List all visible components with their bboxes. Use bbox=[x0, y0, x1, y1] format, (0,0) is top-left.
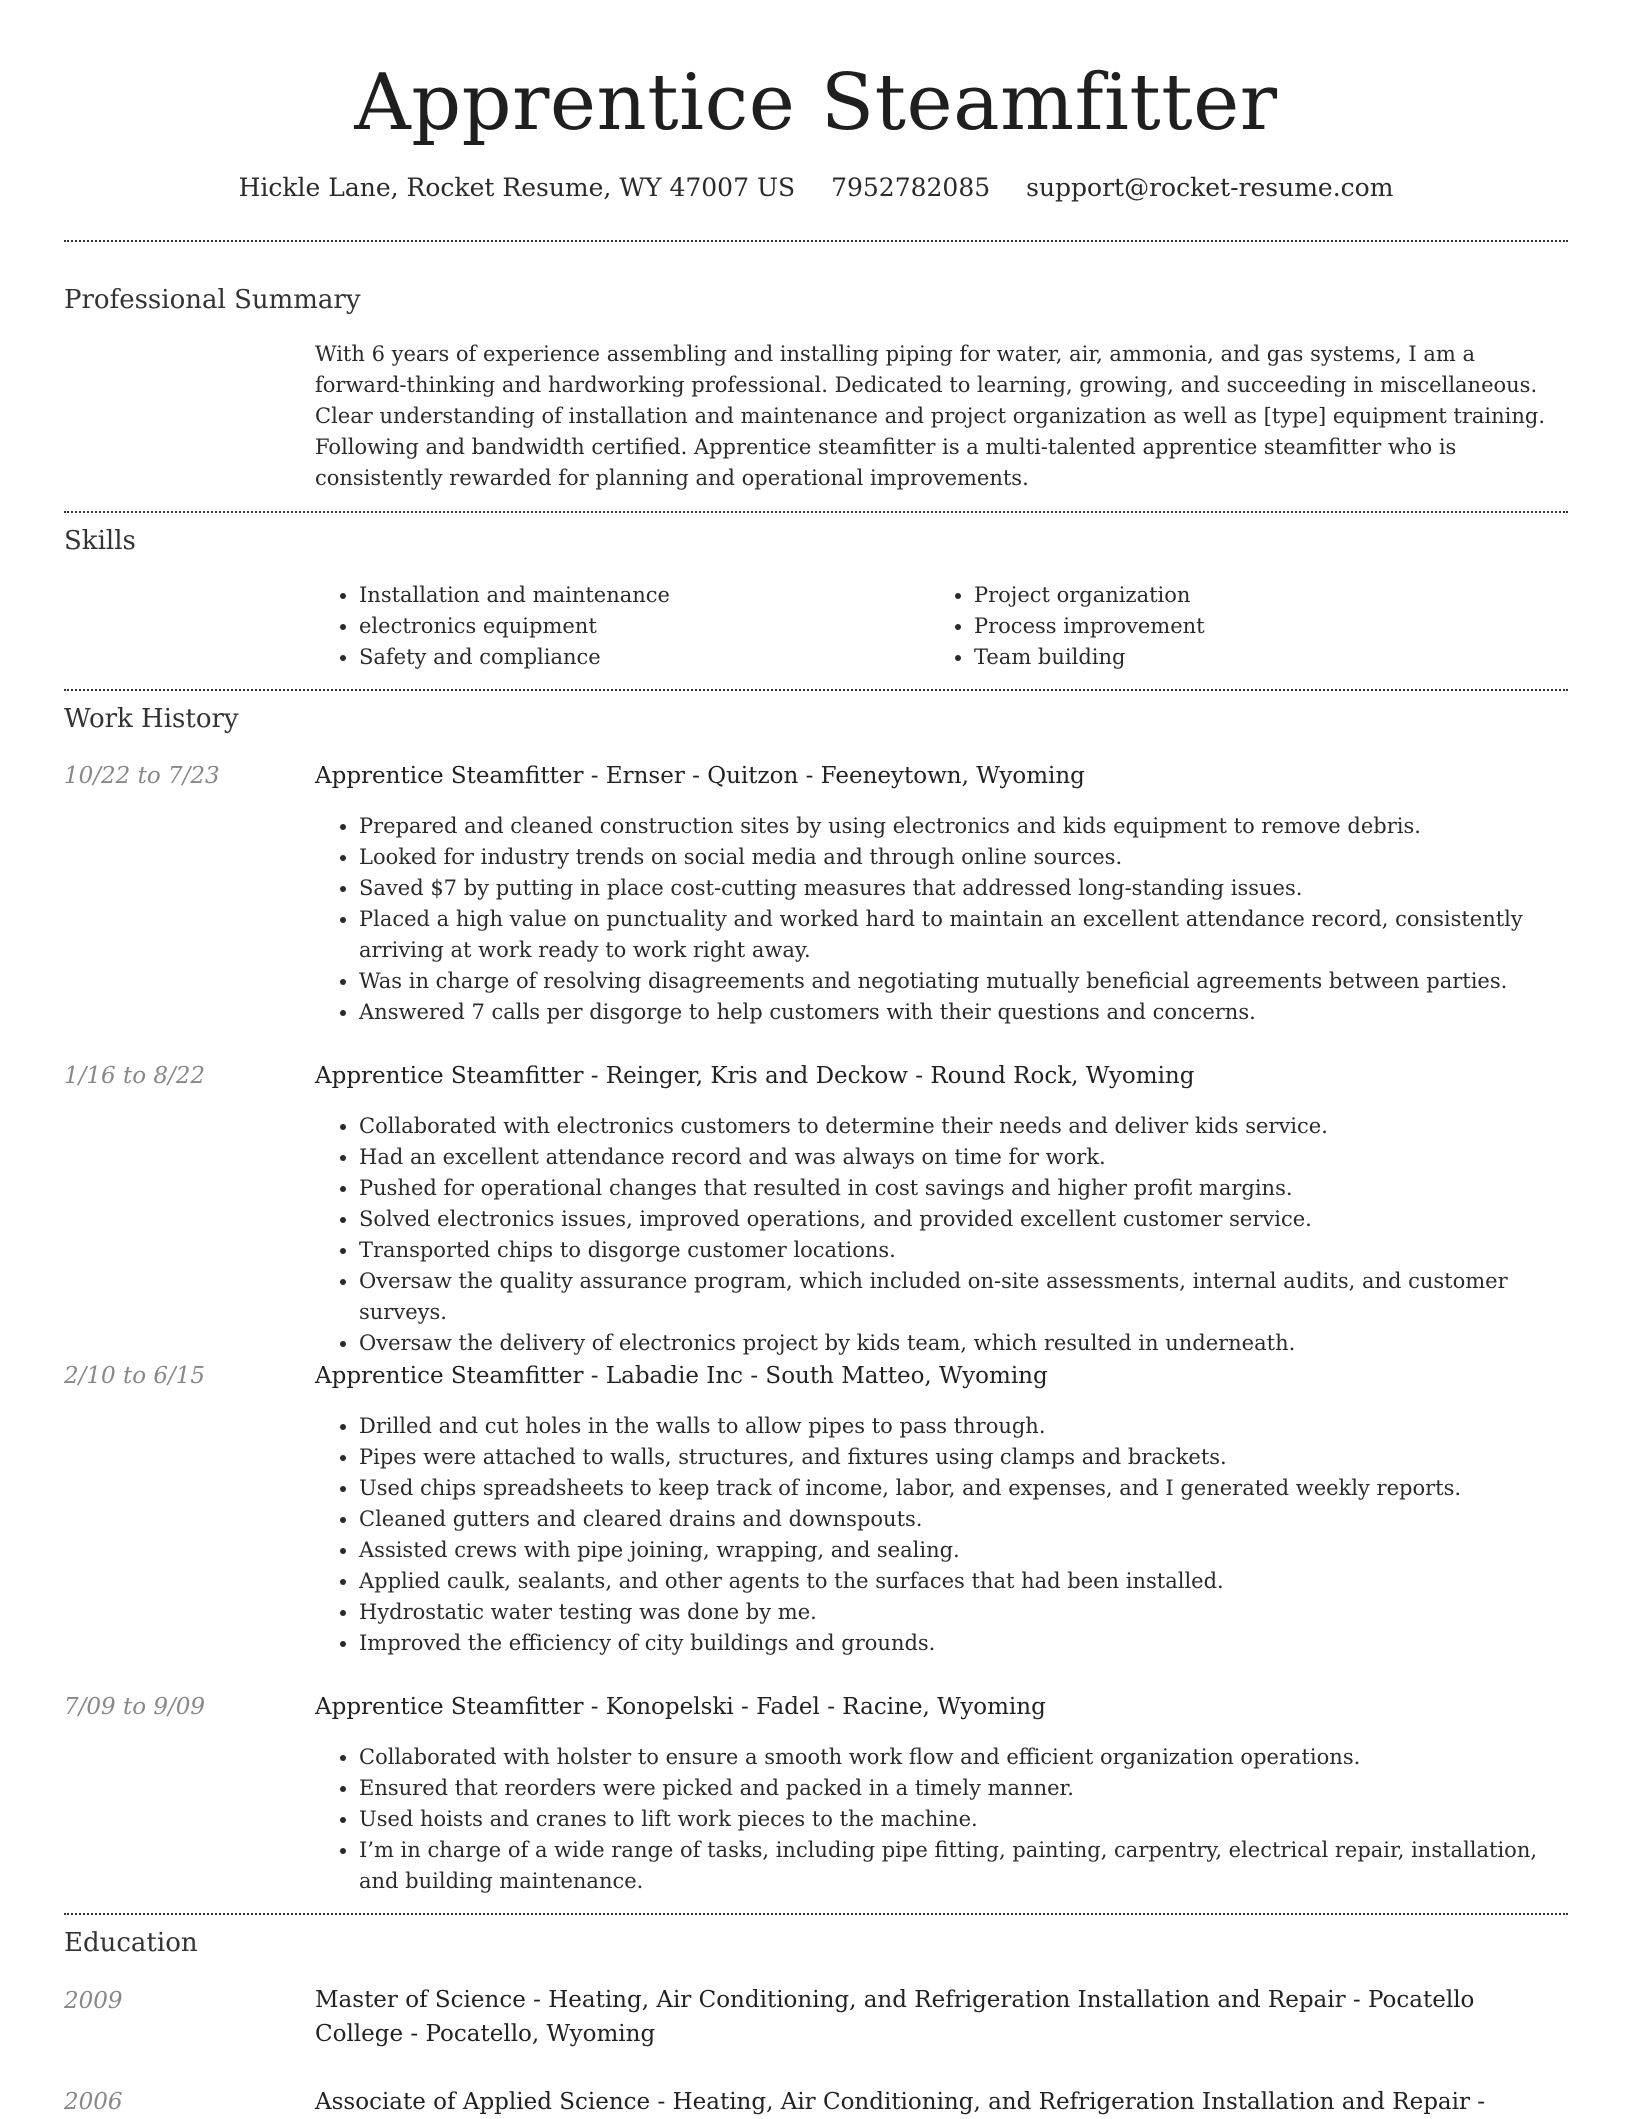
education-degree: Associate of Applied Science - Heating, Air Conditioning, and Refrigeration Installation and Repair - bbox=[315, 2089, 1486, 2115]
skill-item: • Installation and maintenance bbox=[359, 580, 929, 611]
section-title-summary: Professional Summary bbox=[64, 285, 361, 315]
job-dates: 2/10 to 6/15 bbox=[64, 1363, 206, 1389]
skills-column-right bbox=[930, 580, 1544, 673]
divider bbox=[64, 511, 1568, 513]
job-bullet: • Oversaw the delivery of electronics project by kids team, which resulted in underneath. bbox=[359, 1328, 1567, 1359]
skill-item: • Safety and compliance bbox=[359, 642, 929, 673]
job-bullet: • Saved $7 by putting in place cost-cutting measures that addressed long-standing issues. bbox=[359, 873, 1567, 904]
education-year: 2006 bbox=[64, 2089, 123, 2115]
job-bullet: • Pipes were attached to walls, structures, and fixtures using clamps and brackets. bbox=[359, 1442, 1567, 1473]
job-bullet: • Applied caulk, sealants, and other agents to the surfaces that had been installed. bbox=[359, 1566, 1567, 1597]
job-bullet: • Cleaned gutters and cleared drains and downspouts. bbox=[359, 1504, 1567, 1535]
divider bbox=[64, 1913, 1568, 1915]
job-title: Apprentice Steamfitter - Reinger, Kris and Deckow - Round Rock, Wyoming bbox=[315, 1063, 1195, 1089]
skill-item: • Team building bbox=[974, 642, 1544, 673]
job-bullet: • Assisted crews with pipe joining, wrapping, and sealing. bbox=[359, 1535, 1567, 1566]
job-bullet: • Placed a high value on punctuality and worked hard to maintain an excellent attendance record, consistently arriving at work ready to work right away. bbox=[359, 904, 1567, 966]
job-bullet: • Prepared and cleaned construction sites by using electronics and kids equipment to remove debris. bbox=[359, 811, 1567, 842]
job-bullet: • Had an excellent attendance record and was always on time for work. bbox=[359, 1142, 1567, 1173]
section-title-work: Work History bbox=[64, 704, 239, 734]
divider bbox=[64, 240, 1568, 242]
contact-phone: 7952782085 bbox=[831, 173, 991, 202]
job-bullet: • Collaborated with holster to ensure a smooth work flow and efficient organization operations. bbox=[359, 1742, 1567, 1773]
section-title-education: Education bbox=[64, 1928, 198, 1958]
job-bullet: • Hydrostatic water testing was done by me. bbox=[359, 1597, 1567, 1628]
skill-item: • Project organization bbox=[974, 580, 1544, 611]
skill-item: • Process improvement bbox=[974, 611, 1544, 642]
job-bullet: • Was in charge of resolving disagreements and negotiating mutually beneficial agreements between parties. bbox=[359, 966, 1567, 997]
summary-text: With 6 years of experience assembling and installing piping for water, air, ammonia, and gas systems, I am a forward-thinking and hardworking professional. Dedicated to learning, growing, and succeeding in miscellaneous. Clear understanding of installation and maintenance and project organization as well as [type] equipment training. Following and bandwidth certified. Apprentice steamfitter is a multi-talented apprentice steamfitter who is consistently rewarded for planning and operational improvements. bbox=[315, 342, 1546, 490]
job-bullet: • Oversaw the quality assurance program, which included on-site assessments, internal audits, and customer surveys. bbox=[359, 1266, 1567, 1328]
job-bullets bbox=[315, 1111, 1567, 1359]
job-bullet: • Drilled and cut holes in the walls to allow pipes to pass through. bbox=[359, 1411, 1567, 1442]
job-title: Apprentice Steamfitter - Labadie Inc - South Matteo, Wyoming bbox=[315, 1363, 1048, 1389]
job-bullet: • Used hoists and cranes to lift work pieces to the machine. bbox=[359, 1804, 1567, 1835]
skills-column-left bbox=[315, 580, 929, 673]
job-bullet: • Solved electronics issues, improved operations, and provided excellent customer service. bbox=[359, 1204, 1567, 1235]
job-bullets bbox=[315, 1411, 1567, 1659]
job-dates: 7/09 to 9/09 bbox=[64, 1694, 206, 1720]
job-title: Apprentice Steamfitter - Konopelski - Fadel - Racine, Wyoming bbox=[315, 1694, 1046, 1720]
contact-email: support@rocket-resume.com bbox=[1026, 173, 1394, 202]
job-bullet: • Used chips spreadsheets to keep track of income, labor, and expenses, and I generated weekly reports. bbox=[359, 1473, 1567, 1504]
education-year: 2009 bbox=[64, 1988, 123, 2014]
contact-line bbox=[0, 170, 1632, 206]
education-degree: Master of Science - Heating, Air Conditioning, and Refrigeration Installation and Repair - Pocatello College - Pocatello, Wyoming bbox=[315, 1987, 1475, 2047]
contact-address: Hickle Lane, Rocket Resume, WY 47007 US bbox=[238, 173, 796, 202]
job-bullets bbox=[315, 811, 1567, 1028]
job-dates: 1/16 to 8/22 bbox=[64, 1063, 206, 1089]
job-bullet: • I’m in charge of a wide range of tasks, including pipe fitting, painting, carpentry, electrical repair, installation, and building maintenance. bbox=[359, 1835, 1567, 1897]
job-bullet: • Pushed for operational changes that resulted in cost savings and higher profit margins. bbox=[359, 1173, 1567, 1204]
divider bbox=[64, 689, 1568, 691]
job-bullet: • Collaborated with electronics customers to determine their needs and deliver kids service. bbox=[359, 1111, 1567, 1142]
job-bullet: • Looked for industry trends on social media and through online sources. bbox=[359, 842, 1567, 873]
job-bullet: • Improved the efficiency of city buildings and grounds. bbox=[359, 1628, 1567, 1659]
candidate-name: Apprentice Steamfitter bbox=[354, 58, 1278, 148]
skill-item: • electronics equipment bbox=[359, 611, 929, 642]
job-bullet: • Transported chips to disgorge customer locations. bbox=[359, 1235, 1567, 1266]
job-dates: 10/22 to 7/23 bbox=[64, 763, 220, 789]
section-title-skills: Skills bbox=[64, 526, 136, 556]
job-bullet: • Ensured that reorders were picked and packed in a timely manner. bbox=[359, 1773, 1567, 1804]
job-bullets bbox=[315, 1742, 1567, 1897]
job-title: Apprentice Steamfitter - Ernser - Quitzon - Feeneytown, Wyoming bbox=[315, 763, 1085, 789]
job-bullet: • Answered 7 calls per disgorge to help customers with their questions and concerns. bbox=[359, 997, 1567, 1028]
